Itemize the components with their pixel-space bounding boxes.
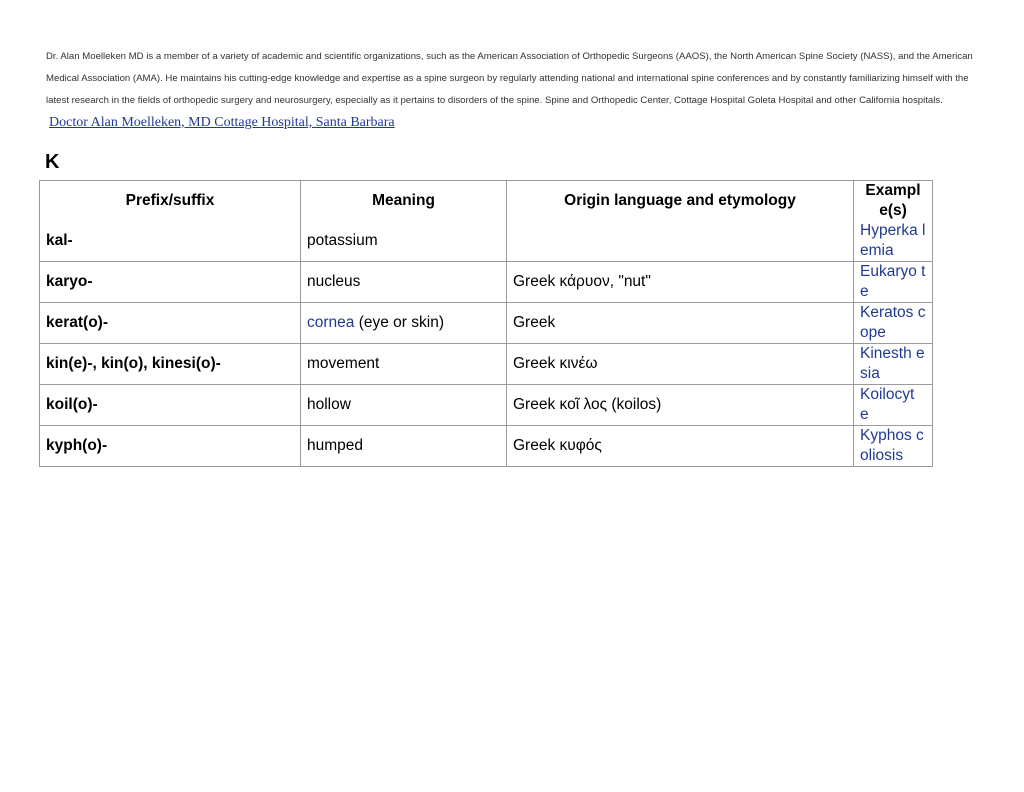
section-heading: K	[45, 151, 60, 173]
row-prefix: kin(e)-, kin(o), kinesi(o)-	[40, 344, 301, 385]
row-meaning	[301, 385, 507, 426]
row-prefix: karyo-	[40, 262, 301, 303]
row-example-link[interactable]: Hyperka lemia	[854, 221, 932, 262]
row-origin: Greek κινέω	[507, 344, 854, 385]
row-meaning	[301, 221, 507, 262]
table-row	[40, 303, 932, 344]
table-row	[40, 385, 932, 426]
meaning-text: potassium	[307, 232, 378, 249]
meaning-link[interactable]: cornea	[307, 314, 355, 331]
row-origin: Greek κυφός	[507, 426, 854, 466]
meaning-text: (eye or skin)	[354, 314, 444, 331]
table-header-row	[40, 181, 932, 221]
row-prefix: koil(o)-	[40, 385, 301, 426]
meaning-text: nucleus	[307, 273, 361, 290]
meaning-text: humped	[307, 437, 364, 454]
table-row	[40, 221, 932, 262]
row-origin	[507, 221, 854, 262]
row-prefix: kyph(o)-	[40, 426, 301, 466]
row-meaning	[301, 303, 507, 344]
intro-text: Dr. Alan Moelleken MD is a member of a variety of academic and scientific organizations, such as the American Association of Orthopedic Surgeons (AAOS), the North American Spine Society (NASS), and the American Medical Association (AMA). He maintains his cutting-edge knowledge and expertise as a spine surgeon by regularly attending national and international spine conferences and by constantly familiarizing himself with the latest research in the fields of orthopedic surgery and neurosurgery, especially as it pertains to disorders of the spine. Spine and Orthopedic Center, Cottage Hospital Goleta Hospital and other California hospitals.	[46, 51, 973, 106]
header-prefix: Prefix/suffix	[40, 181, 301, 221]
header-meaning: Meaning	[301, 181, 507, 221]
header-origin: Origin language and etymology	[507, 181, 854, 221]
table-row	[40, 262, 932, 303]
header-example: Exampl e(s)	[854, 181, 932, 221]
source-link[interactable]: Doctor Alan Moelleken, MD Cottage Hospital, Santa Barbara	[49, 115, 395, 130]
row-prefix: kal-	[40, 221, 301, 262]
table-row	[40, 344, 932, 385]
row-example-link[interactable]: Keratos cope	[854, 303, 932, 344]
row-example-link[interactable]: Kinesth esia	[854, 344, 932, 385]
row-meaning	[301, 426, 507, 466]
row-origin: Greek κάρυον, "nut"	[507, 262, 854, 303]
table-row	[40, 426, 932, 466]
prefix-table	[39, 180, 933, 467]
row-meaning	[301, 262, 507, 303]
row-prefix: kerat(o)-	[40, 303, 301, 344]
row-meaning	[301, 344, 507, 385]
row-example-link[interactable]: Kyphos coliosis	[860, 427, 924, 464]
meaning-text: movement	[307, 355, 380, 372]
row-example-link[interactable]: Eukaryo te	[854, 262, 932, 303]
row-origin: Greek	[507, 303, 854, 344]
meaning-text: hollow	[307, 396, 351, 413]
intro-paragraph	[46, 46, 981, 135]
row-origin: Greek κοῖ λος (koilos)	[507, 385, 854, 426]
row-example-link[interactable]: Koilocyt e	[854, 385, 932, 426]
